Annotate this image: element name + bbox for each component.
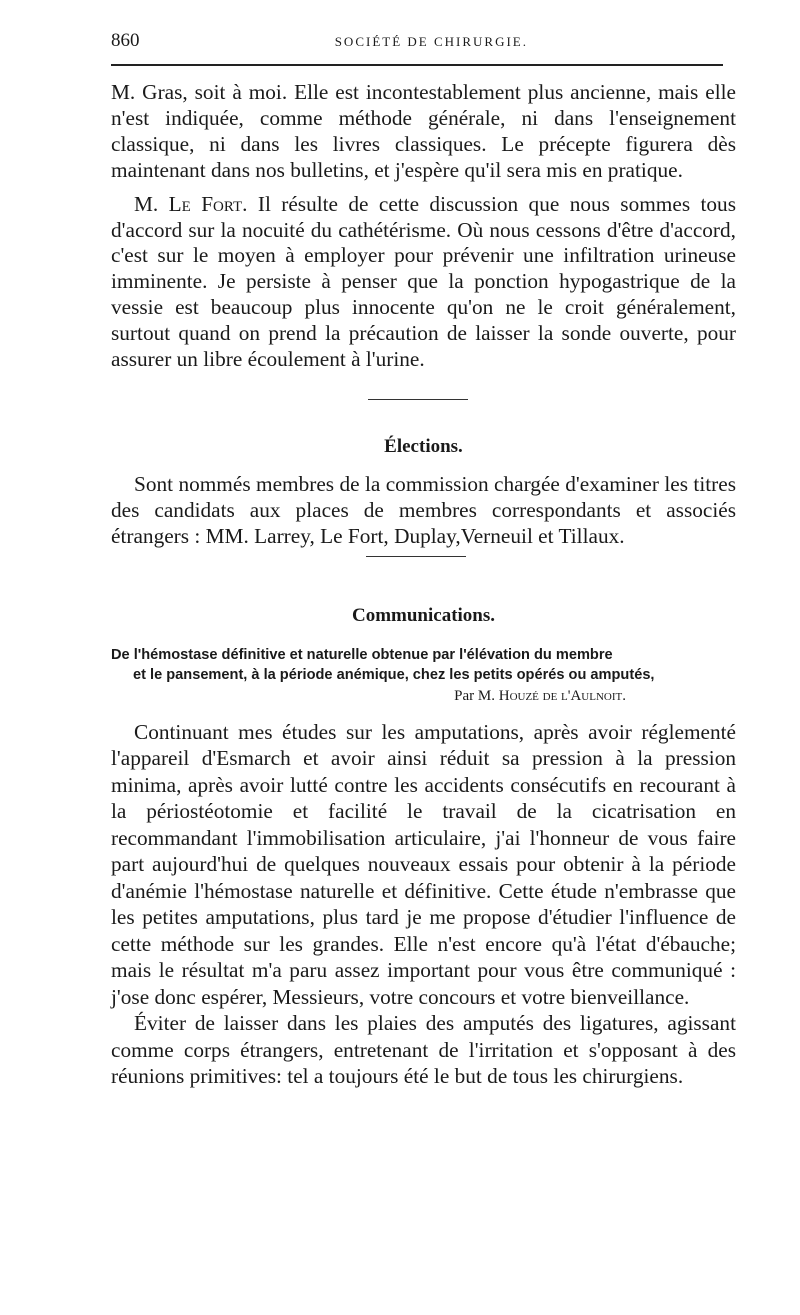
article-title-rest: et le pansement, à la période anémique, chez les petits opérés ou amputés, (133, 667, 655, 684)
elections-paragraph: Sont nommés membres de la commission chargée d'examiner les titres des candidats aux places de membres correspondants et associés étrangers : MM. Larrey, Le Fort, Duplay,Verneuil et Tillaux. (111, 471, 736, 548)
header-rule (111, 64, 723, 66)
article-title (111, 645, 736, 686)
byline-prefix: Par M. (454, 687, 499, 704)
page-number: 860 (111, 30, 140, 51)
article-title-line1: De l'hémostase définitive et naturelle obtenue par l'élévation du membre (111, 646, 613, 663)
section-separator (368, 399, 468, 400)
communication-paragraph-1: Continuant mes études sur les amputations, après avoir réglementé l'appareil d'Esmarch et avoir ainsi réduit sa pression à la pression minima, après avoir lutté contre les accidents consécutifs en recourant à la périostéotomie et facilité le travail de la cicatrisation en recommandant l'immobilisation articulaire, j'ai l'honneur de vous faire part aujourd'hui de quelques nouveaux essais pour obtenir à la période d'anémie l'hémostase naturelle et définitive. Cette étude n'embrasse que les petites amputations, plus tard je me propose d'étudier l'influence de cette méthode sur les grandes. Elle n'est encore qu'à l'état d'ébauche; mais le résultat m'a paru assez important pour vous être communiqué : j'ose donc espérer, Messieurs, votre concours et votre bienveillance. (111, 719, 736, 1009)
paragraph-le-fort-text: Il résulte de cette discussion que nous sommes tous d'accord sur la nocuité du cathétérisme. Où nous cessons d'être d'accord, c'est sur le moyen à employer pour prévenir une infiltration urineuse imminente. Je persiste à penser que la ponction hypogastrique de la vessie est beaucoup plus innocente qu'on ne le croit généralement, surtout quand on prend la précaution de laisser la sonde ouverte, pour assurer un libre écoulement à l'urine. (111, 191, 736, 372)
elections-heading: Élections. (384, 435, 463, 457)
speaker-name: M. Le Fort. (134, 191, 248, 216)
communication-paragraph-2: Éviter de laisser dans les plaies des amputés des ligatures, agissant comme corps étrangers, entretenant de l'irritation et s'opposant à des réunions primitives: tel a toujours été le but de tous les chirurgiens. (111, 1011, 736, 1089)
section-separator (366, 556, 466, 557)
document-page (111, 30, 736, 1090)
running-head: SOCIÉTÉ DE CHIRURGIE. (334, 34, 528, 49)
byline (111, 688, 736, 705)
paragraph-continuation: M. Gras, soit à moi. Elle est incontestablement plus ancienne, mais elle n'est indiquée, comme méthode générale, ni dans l'enseignement classique, ni dans les livres classiques. Le précepte figurera dès maintenant dans nos bulletins, et j'espère qu'il sera mis en pratique. (111, 80, 736, 182)
byline-author: Houzé de l'Aulnoit. (498, 687, 626, 704)
page-header (111, 30, 736, 58)
paragraph-le-fort (111, 192, 736, 373)
communications-heading: Communications. (351, 604, 496, 626)
